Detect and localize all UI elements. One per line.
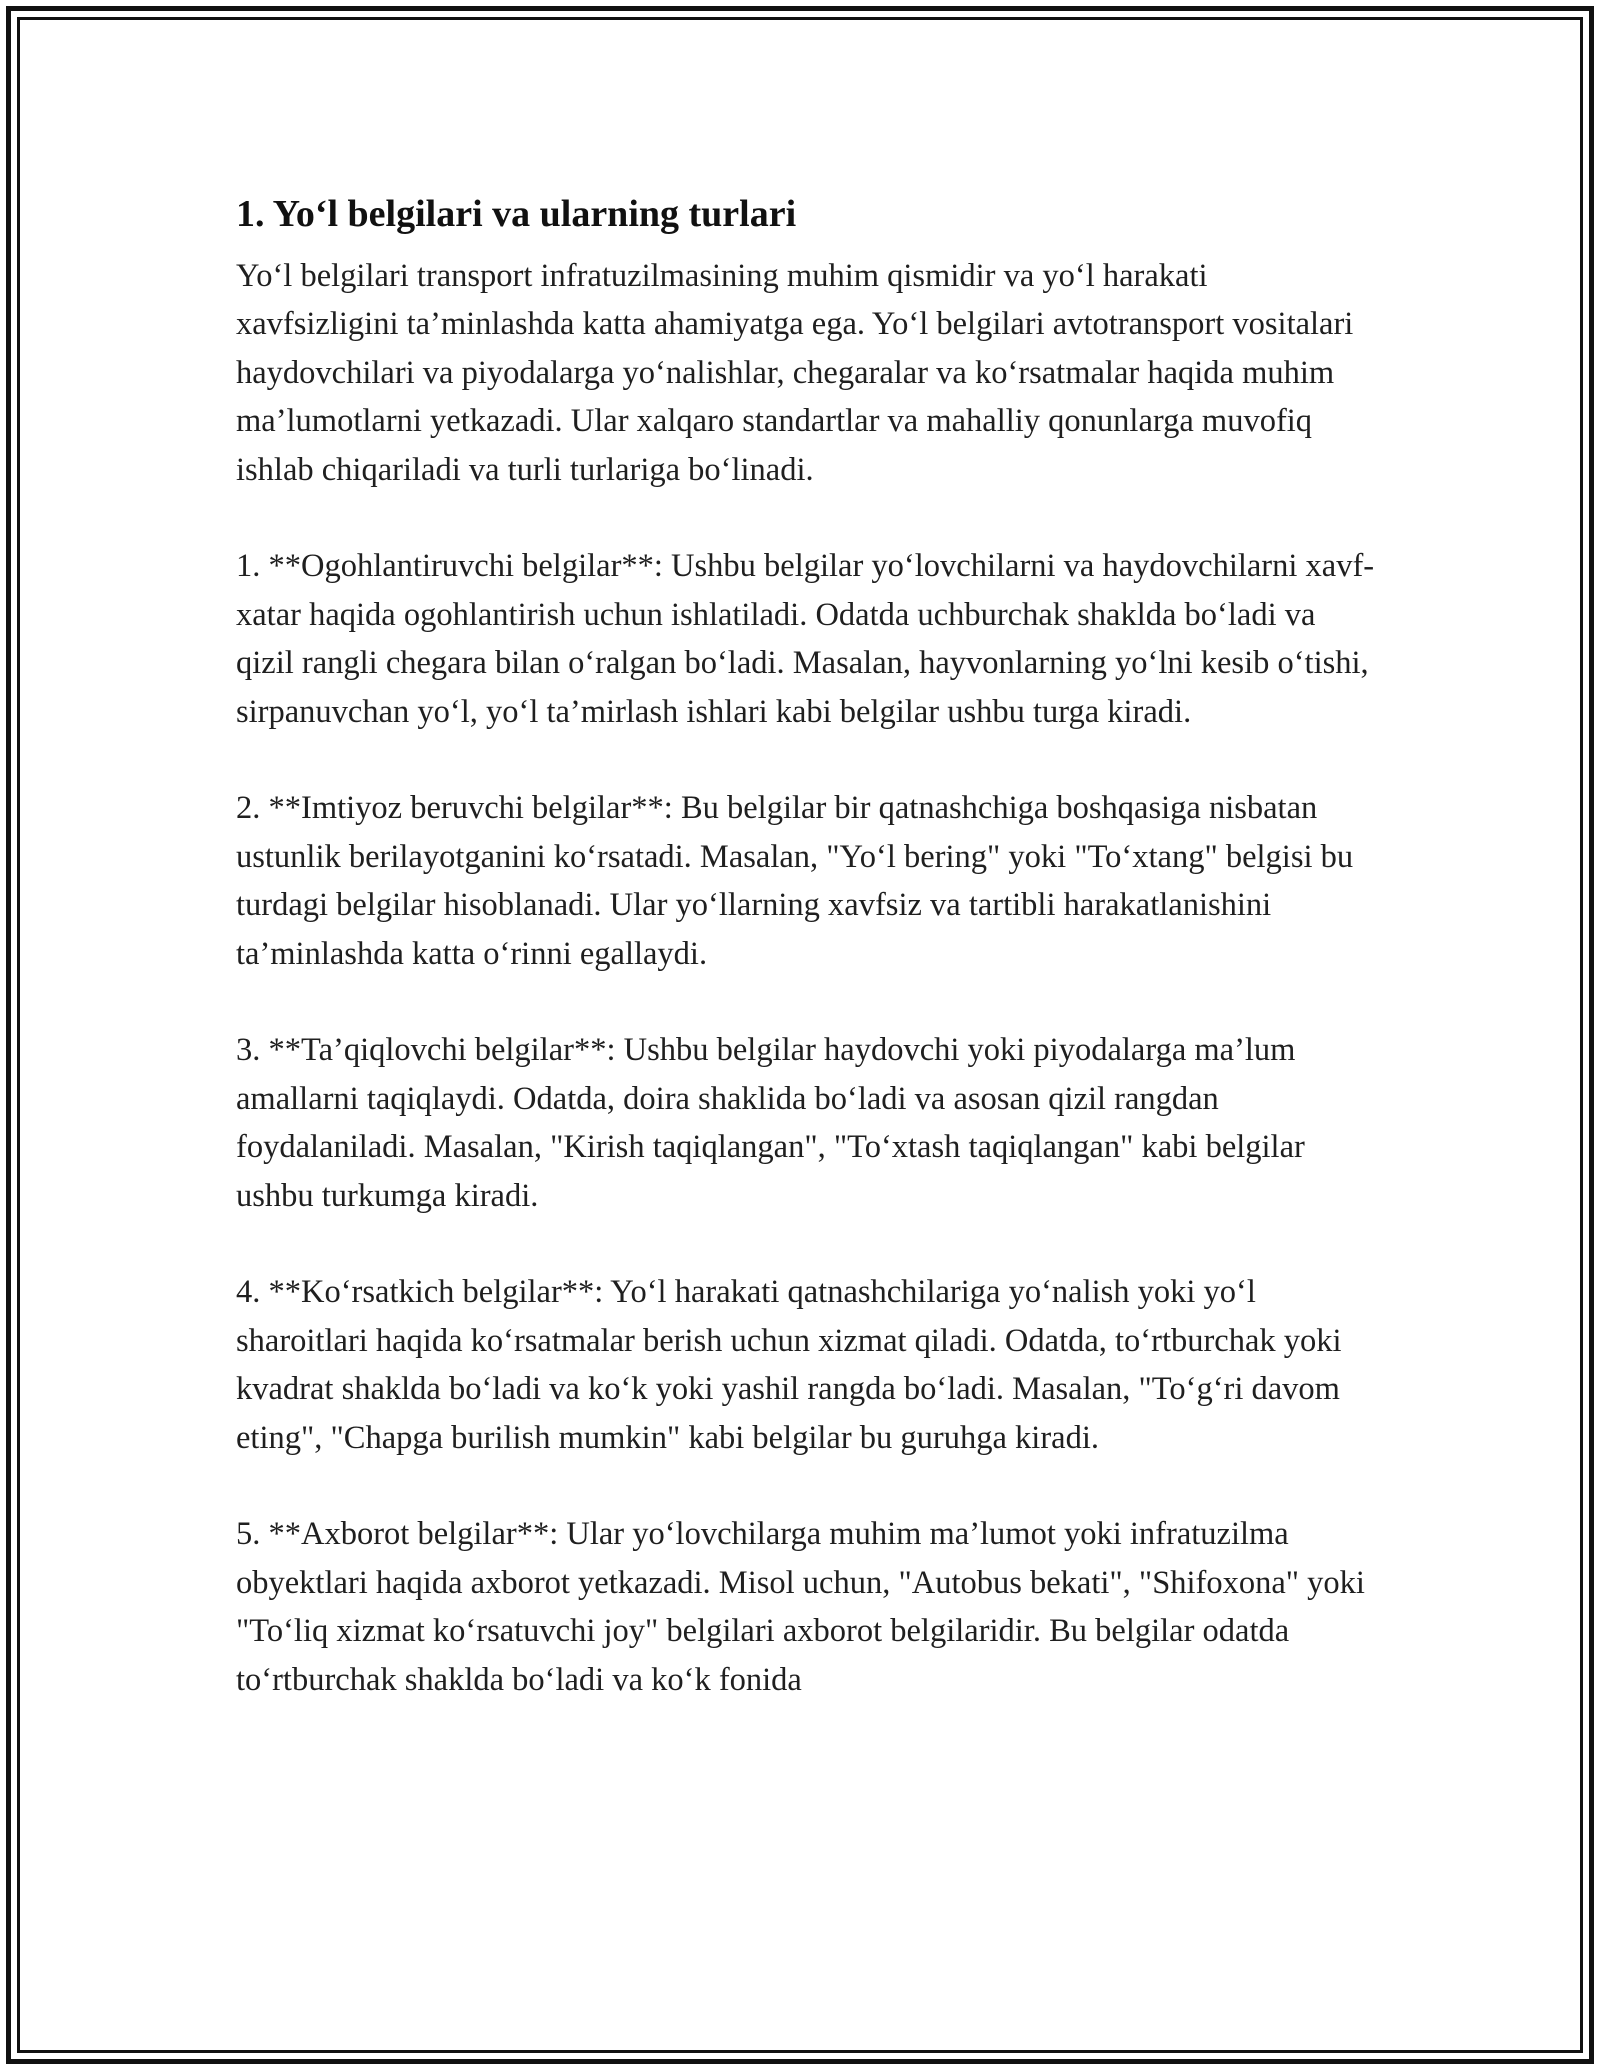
paragraph-warning-signs: 1. **Ogohlantiruvchi belgilar**: Ushbu belgilar yo‘lovchilarni va haydovchilarni xavf-xatar haqida ogohlantirish uchun ishlatiladi. Odatda uchburchak shaklda bo‘ladi va qizil rangli chegara bilan o‘ralgan bo‘ladi. Masalan, hayvonlarning yo‘lni kesib o‘tishi, sirpanuvchan yo‘l, yo‘l ta’mirlash ishlari kabi belgilar ushbu turga kiradi.: [236, 548, 1375, 730]
section-heading: 1. Yo‘l belgilari va ularning turlari: [236, 193, 797, 235]
paragraph-prohibitory-signs: 3. **Ta’qiqlovchi belgilar**: Ushbu belgilar haydovchi yoki piyodalarga ma’lum amallarni taqiqlaydi. Odatda, doira shaklida bo‘ladi va asosan qizil rangdan foydalaniladi. Masalan, "Kirish taqiqlangan", "To‘xtash taqiqlangan" kabi belgilar ushbu turkumga kiradi.: [236, 1032, 1305, 1214]
paragraph-priority-signs: 2. **Imtiyoz beruvchi belgilar**: Bu belgilar bir qatnashchiga boshqasiga nisbatan ustunlik berilayotganini ko‘rsatadi. Masalan, "Yo‘l bering" yoki "To‘xtang" belgisi bu turdagi belgilar hisoblanadi. Ular yo‘llarning xavfsiz va tartibli harakatlanishini ta’minlashda katta o‘rinni egallaydi.: [236, 790, 1354, 972]
paragraph-information-signs: 5. **Axborot belgilar**: Ular yo‘lovchilarga muhim ma’lumot yoki infratuzilma obyektlari haqida axborot yetkazadi. Misol uchun, "Autobus bekati", "Shifoxona" yoki "To‘liq xizmat ko‘rsatuvchi joy" belgilari axborot belgilaridir. Bu belgilar odatda to‘rtburchak shaklda bo‘ladi va ko‘k fonida: [236, 1516, 1365, 1698]
intro-paragraph: Yo‘l belgilari transport infratuzilmasining muhim qismidir va yo‘l harakati xavfsizligini ta’minlashda katta ahamiyatga ega. Yo‘l belgilari avtotransport vositalari haydovchilari va piyodalarga yo‘nalishlar, chegaralar va ko‘rsatmalar haqida muhim ma’lumotlarni yetkazadi. Ular xalqaro standartlar va mahalliy qonunlarga muvofiq ishlab chiqariladi va turli turlariga bo‘linadi.: [236, 258, 1354, 488]
paragraph-indicator-signs: 4. **Ko‘rsatkich belgilar**: Yo‘l harakati qatnashchilariga yo‘nalish yoki yo‘l sharoitlari haqida ko‘rsatmalar berish uchun xizmat qiladi. Odatda, to‘rtburchak yoki kvadrat shaklda bo‘ladi va ko‘k yoki yashil rangda bo‘ladi. Masalan, "To‘g‘ri davom eting", "Chapga burilish mumkin" kabi belgilar bu guruhga kiradi.: [236, 1274, 1342, 1456]
document-body: [236, 186, 1376, 1704]
